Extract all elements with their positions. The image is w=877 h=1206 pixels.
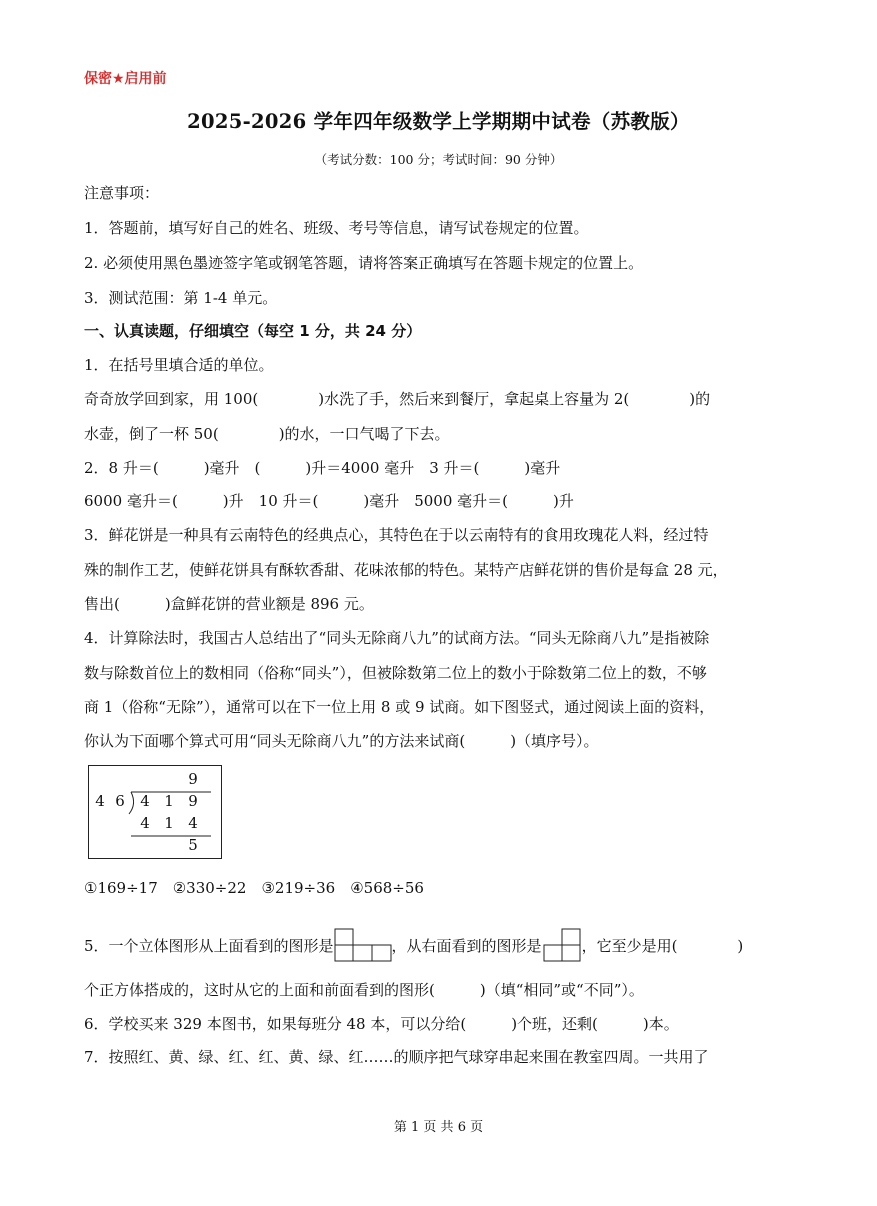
- q2-line-1: 2．8 升＝( )毫升 ( )升＝4000 毫升 3 升＝( )毫升: [84, 459, 561, 477]
- q5-text-part-2: ，从右面看到的图形是: [391, 937, 542, 955]
- dividend-digit: 9: [188, 792, 198, 810]
- q7-line-1: 7．按照红、黄、绿、红、红、黄、绿、红……的顺序把气球穿串起来围在教室四周。一共用了: [84, 1048, 709, 1066]
- remainder-digit: 5: [188, 836, 198, 854]
- q3-line-3: 售出( )盒鲜花饼的营业额是 896 元。: [84, 595, 374, 613]
- q5-line-1: [84, 928, 743, 966]
- q4-line-3: 商 1（俗称“无除”），通常可以在下一位上用 8 或 9 试商。如下图竖式，通过阅读上面的资料，: [84, 698, 715, 716]
- section-1-heading: 一、认真读题，仔细填空（每空 1 分，共 24 分）: [84, 322, 422, 340]
- notes-heading: 注意事项：: [84, 184, 160, 202]
- divisor-digit: 4: [95, 792, 105, 810]
- quotient-digit: 9: [188, 770, 198, 788]
- product-digit: 1: [164, 814, 174, 832]
- q1-stem: 1．在括号里填合适的单位。: [84, 356, 274, 374]
- product-digit: 4: [188, 814, 198, 832]
- q1-line-2: 水壶，倒了一杯 50( )的水，一口气喝了下去。: [84, 425, 450, 443]
- q4-line-2: 数与除数首位上的数相同（俗称“同头”），但被除数第二位上的数小于除数第二位上的数，不够: [84, 664, 707, 682]
- divisor-digit: 6: [115, 792, 125, 810]
- page-footer: 第 1 页 共 6 页: [393, 1120, 484, 1135]
- product-digit: 4: [140, 814, 150, 832]
- q4-line-4: 你认为下面哪个算式可用“同头无除商八九”的方法来试商( )（填序号）。: [84, 732, 599, 750]
- q1-line-1: 奇奇放学回到家，用 100( )水洗了手，然后来到餐厅，拿起桌上容量为 2( )的: [84, 390, 711, 408]
- q4-options: ①169÷17 ②330÷22 ③219÷36 ④568÷56: [84, 879, 424, 897]
- q4-line-1: 4．计算除法时，我国古人总结出了“同头无除商八九”的试商方法。“同头无除商八九”是指被除: [84, 629, 710, 647]
- note-item-1: 1．答题前，填写好自己的姓名、班级、考号等信息，请写试卷规定的位置。: [84, 219, 589, 237]
- q5-text-part-3: ，它至少是用( ): [581, 937, 744, 955]
- confidential-label: 保密★启用前: [84, 71, 167, 87]
- q6-line-1: 6．学校买来 329 本图书，如果每班分 48 本，可以分给( )个班，还剩( )本。: [84, 1015, 679, 1033]
- q5-line-2: 个正方体搭成的，这时从它的上面和前面看到的图形( )（填“相同”或“不同”）。: [84, 981, 644, 999]
- q3-line-1: 3．鲜花饼是一种具有云南特色的经典点心，其特色在于以云南特有的食用玫瑰花人料，经过特: [84, 526, 709, 544]
- q3-line-2: 殊的制作工艺，使鲜花饼具有酥软香甜、花味浓郁的特色。某特产店鲜花饼的售价是每盒 28 元，: [84, 561, 728, 579]
- q5-text-part-1: 5．一个立体图形从上面看到的图形是: [84, 937, 334, 955]
- right-view-figure: [542, 928, 582, 966]
- exam-title: 2025-2026 学年四年级数学上学期期中试卷（苏教版）: [187, 110, 690, 133]
- dividend-digit: 1: [164, 792, 174, 810]
- dividend-digit: 4: [140, 792, 150, 810]
- q2-line-2: 6000 毫升＝( )升 10 升＝( )毫升 5000 毫升＝( )升: [84, 492, 574, 510]
- note-item-2: 2. 必须使用黑色墨迹签字笔或钢笔答题，请将答案正确填写在答题卡规定的位置上。: [84, 254, 644, 272]
- exam-subtitle: （考试分数：100 分；考试时间：90 分钟）: [314, 152, 563, 167]
- note-item-3: 3．测试范围：第 1-4 单元。: [84, 289, 278, 307]
- top-view-figure: [334, 928, 392, 966]
- long-division-figure: [88, 765, 222, 859]
